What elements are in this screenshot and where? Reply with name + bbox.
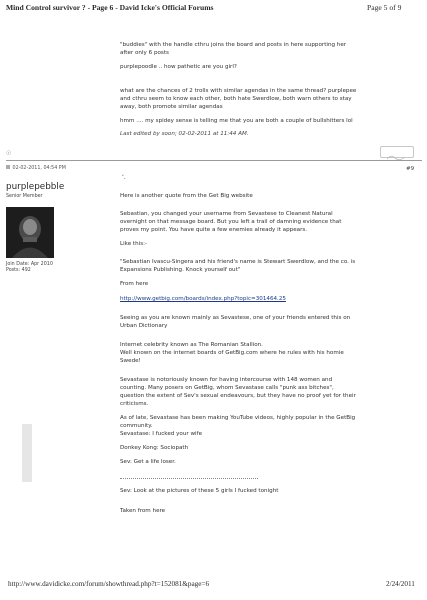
post-link-icon[interactable]: ☉ bbox=[6, 150, 12, 157]
post-number[interactable]: #9 bbox=[406, 166, 415, 172]
post-line: Urban Dictionary bbox=[120, 323, 168, 329]
post-line: question the extent of Sev's sexual endeavours, but they have no proof yet for their bbox=[120, 393, 356, 399]
post-line: Sev: Get a life loser. bbox=[120, 459, 176, 465]
quote-separator bbox=[120, 478, 258, 479]
left-gutter-shade bbox=[22, 424, 32, 482]
post-line: Sevastase: I fucked your wife bbox=[120, 431, 203, 437]
post-line: Like this:- bbox=[120, 241, 148, 247]
post-line: counting. Many posers on GetBig, whom Sevastase calls "punk ass bitches", bbox=[120, 385, 334, 391]
post-line: community. bbox=[120, 423, 153, 429]
avatar-photo bbox=[6, 207, 54, 258]
post-date-row bbox=[6, 165, 66, 171]
prev-post-line: away, both promote similar agendas bbox=[120, 104, 223, 110]
prev-post-line: hmm .... my spidey sense is telling me that you are both a couple of bullshitters lol bbox=[120, 118, 353, 124]
post-line: proves my point. You have quite a few enemies already it appears. bbox=[120, 227, 308, 233]
post-line: criticisms. bbox=[120, 401, 149, 407]
user-rank: Senior Member bbox=[6, 194, 43, 199]
getbig-link[interactable]: http://www.getbig.com/boards/index.php?topic=301464.25 bbox=[120, 296, 286, 302]
footer-date: 2/24/2011 bbox=[386, 580, 415, 588]
post-line: Donkey Kong: Sociopath bbox=[120, 445, 189, 451]
page-header-title: Mind Control survivor ? - Page 6 - David Icke's Official Forums bbox=[6, 3, 214, 12]
prev-post-line: purplepoodle .. how pathetic are you girl? bbox=[120, 64, 237, 70]
post-line: Taken from here bbox=[120, 508, 166, 514]
post-line: Swede! bbox=[120, 358, 141, 364]
post-line: Sev: Look at the pictures of these 5 girls I fucked tonight bbox=[120, 488, 279, 494]
footer-url: http://www.davidicke.com/forum/showthread.php?t=152081&page=6 bbox=[8, 580, 210, 588]
post-line: Seeing as you are known mainly as Sevastese, one of your friends entered this on bbox=[120, 315, 351, 321]
user-post-count: Posts: 492 bbox=[6, 268, 31, 273]
post-line: "Sebastian Ivascu-Singera and his friend's name is Stewart Swerdlow, and the co. is bbox=[120, 259, 356, 265]
prev-post-line: and cthru seem to know each other, both hate Swerdlow, both warn others to stay bbox=[120, 96, 352, 102]
post-line: overnight on that message board. But you left a trail of damning evidence that bbox=[120, 219, 342, 225]
user-join-date: Join Date: Apr 2010 bbox=[6, 262, 53, 267]
post-username[interactable]: purplepebble bbox=[6, 182, 65, 192]
post-line: Sebastian, you changed your username from Sevastese to Cleanest Natural bbox=[120, 211, 333, 217]
prev-post-line: after only 6 posts bbox=[120, 50, 169, 56]
post-line: Internet celebrity known as The Romanian Stallion. bbox=[120, 342, 263, 348]
post-line: Well known on the internet boards of GetBig.com where he rules with his homie bbox=[120, 350, 344, 356]
prev-post-line: "buddies" with the handle cthru joins the board and posts in here supporting her bbox=[120, 42, 347, 48]
quote-button[interactable] bbox=[380, 146, 414, 158]
prev-post-line: what are the chances of 2 trolls with similar agendas in the same thread? purplepee bbox=[120, 88, 357, 94]
post-status-icon bbox=[6, 165, 10, 169]
post-mark: ‘. bbox=[122, 174, 126, 181]
post-line: Expansions Publishing. Knock yourself out" bbox=[120, 267, 241, 273]
user-avatar[interactable] bbox=[6, 207, 54, 258]
post-line: From here bbox=[120, 281, 149, 287]
post-line: As of late, Sevastase has been making YouTube videos, highly popular in the GetBig bbox=[120, 415, 356, 421]
post-divider bbox=[6, 160, 422, 161]
post-line: Here is another quote from the Get Big website bbox=[120, 193, 253, 199]
page-indicator: Page 5 of 9 bbox=[367, 3, 402, 12]
last-edited-note: Last edited by soon; 02-02-2011 at 11:44 AM. bbox=[120, 131, 249, 137]
post-date: 02-02-2011, 04:54 PM bbox=[12, 166, 66, 171]
post-line: Sevastase is notoriously known for having intercourse with 148 women and bbox=[120, 377, 333, 383]
